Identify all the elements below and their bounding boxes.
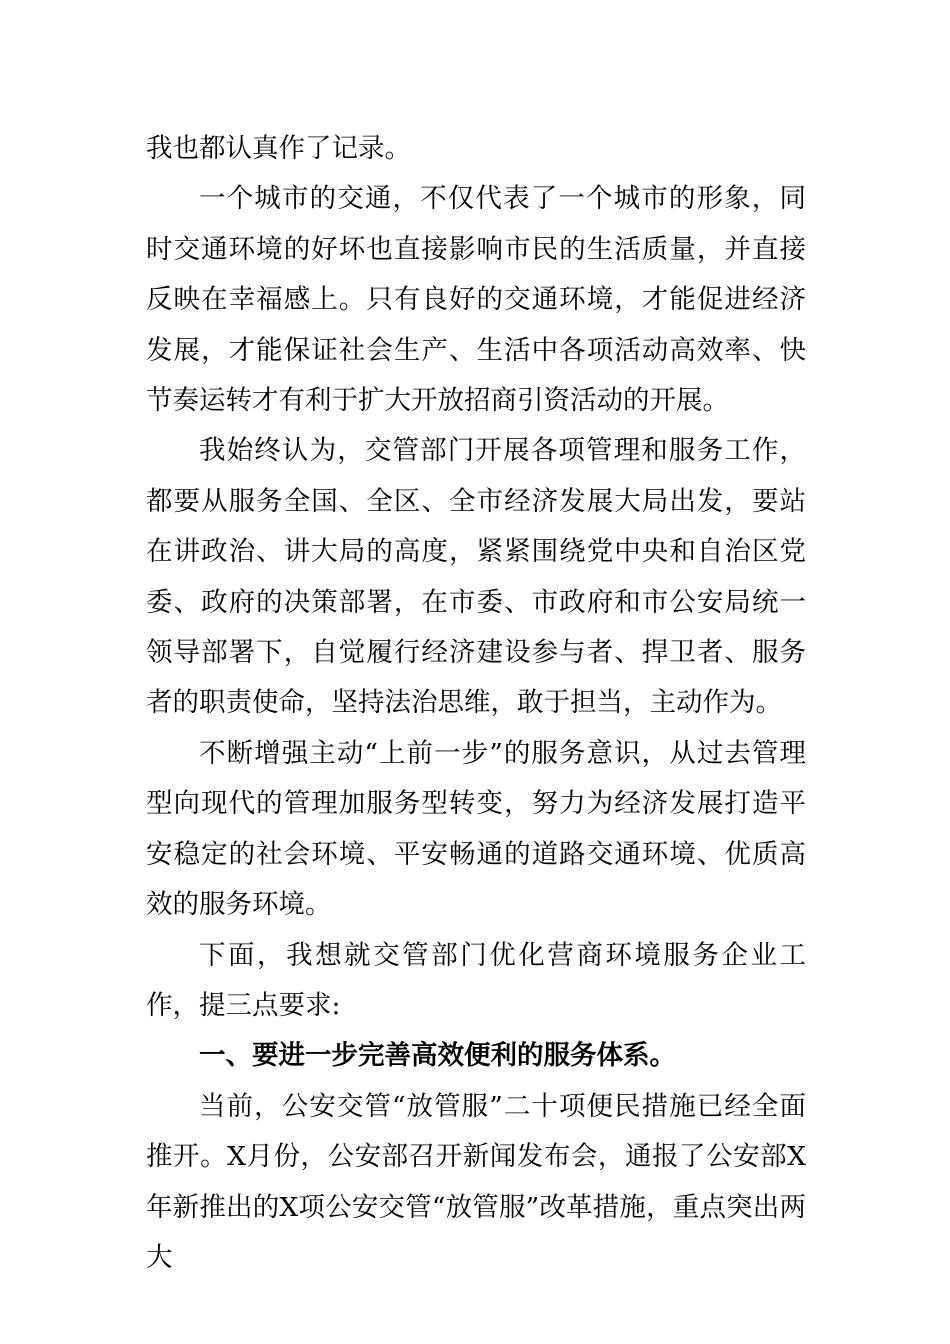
paragraph-three-requirements-intro: 下面，我想就交管部门优化营商环境服务企业工作，提三点要求:: [146, 939, 806, 1021]
document-body: [146, 124, 806, 1283]
paragraph-continuation: 我也都认真作了记录。: [146, 133, 411, 164]
paragraph-service-overall: 我始终认为，交管部门开展各项管理和服务工作，都要从服务全国、全区、全市经济发展大局出发，要站在讲政治、讲大局的高度，紧紧围绕党中央和自治区党委、政府的决策部署，在市委、市政府和市公安局统一领导部署下，自觉履行经济建设参与者、捍卫者、服务者的职责使命，坚持法治思维，敢于担当，主动作为。: [146, 435, 806, 719]
paragraph-reform-measures: 当前，公安交管“放管服”二十项便民措施已经全面推开。X月份，公安部召开新闻发布会，通报了公安部X年新推出的X项公安交管“放管服”改革措施，重点突出两大: [146, 1090, 806, 1273]
paragraph-city-traffic: 一个城市的交通，不仅代表了一个城市的形象，同时交通环境的好坏也直接影响市民的生活质量，并直接反映在幸福感上。只有良好的交通环境，才能促进经济发展，才能保证社会生产、生活中各项活动高效率、快节奏运转才有利于扩大开放招商引资活动的开展。: [146, 183, 806, 417]
section-heading-one: 一、要进一步完善高效便利的服务体系。: [199, 1040, 676, 1072]
paragraph-service-awareness: 不断增强主动“上前一步”的服务意识，从过去管理型向现代的管理加服务型转变，努力为经济发展打造平安稳定的社会环境、平安畅通的道路交通环境、优质高效的服务环境。: [146, 737, 806, 921]
